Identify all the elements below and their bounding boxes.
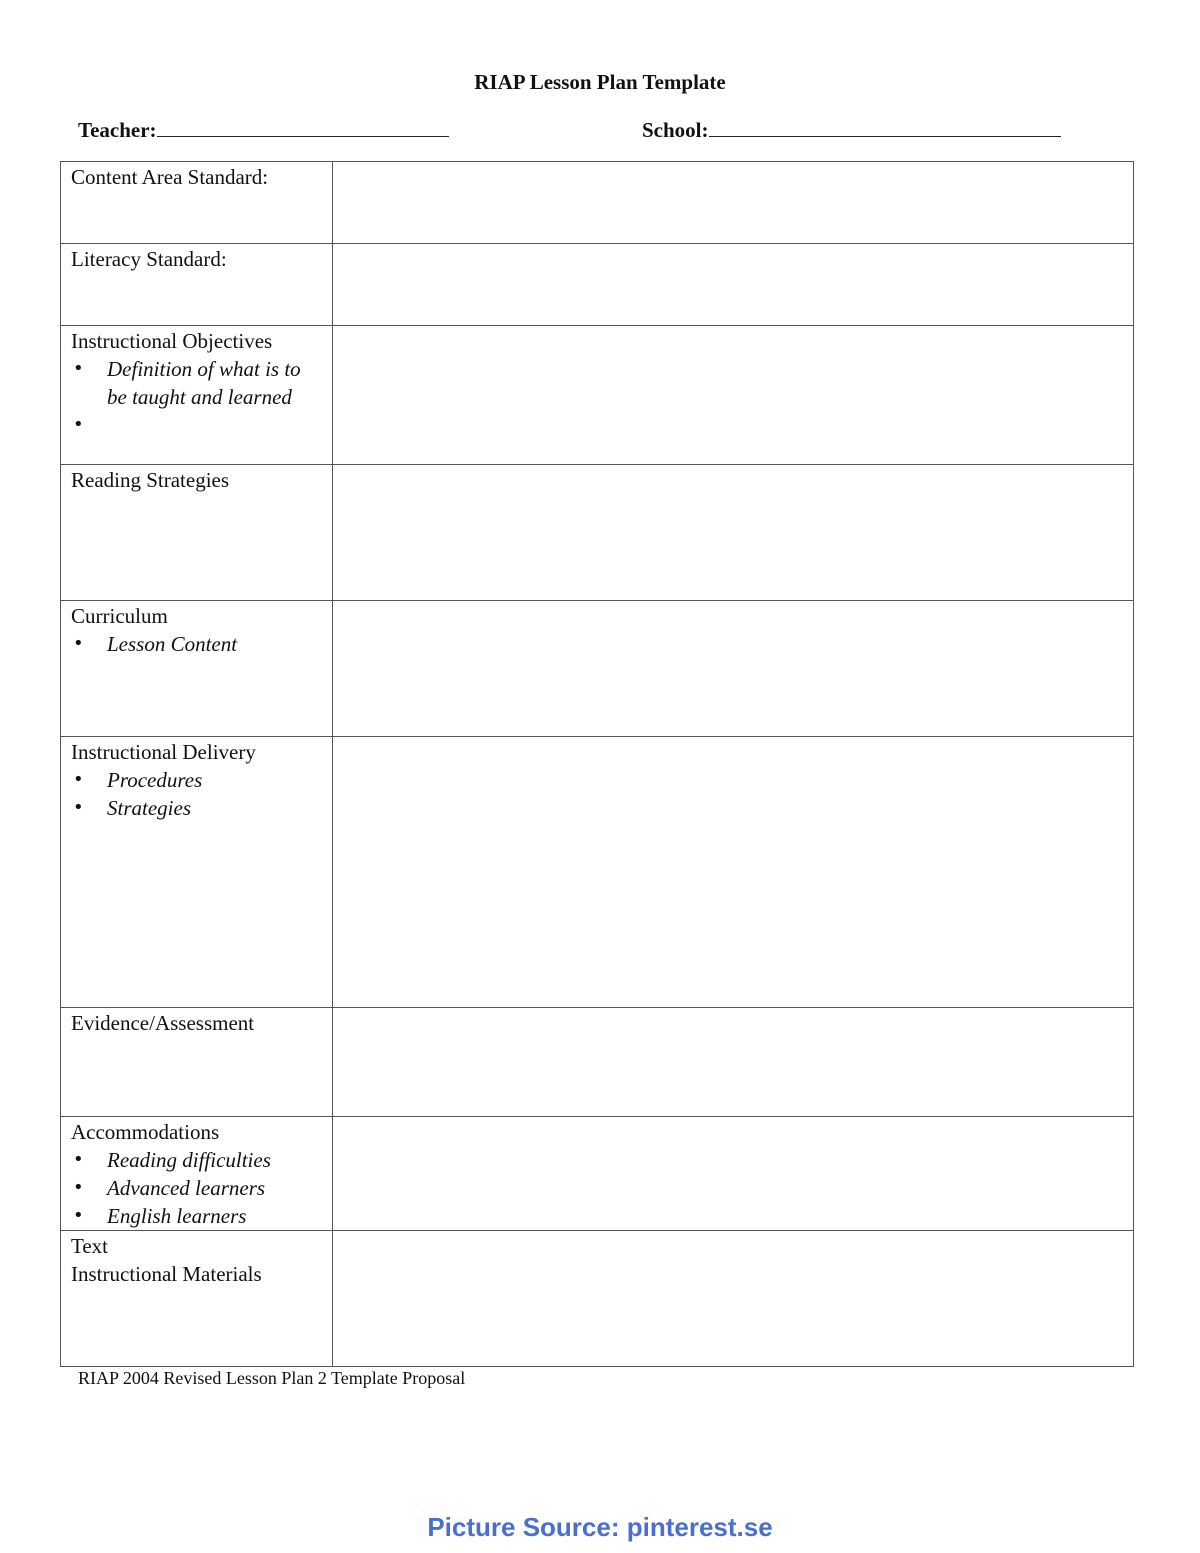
- row-label: Literacy Standard:: [71, 247, 227, 271]
- row-label: Curriculum: [71, 604, 168, 628]
- row-instructional-delivery: [61, 737, 1134, 1008]
- bullet-item: • English learners: [71, 1202, 324, 1230]
- answer-cell: [333, 737, 1134, 1008]
- label-cell: [61, 162, 333, 244]
- answer-cell: [333, 1117, 1134, 1231]
- teacher-field: [78, 116, 449, 143]
- bullet-item: • Definition of what is to be taught and learned: [71, 355, 324, 411]
- row-evidence-assessment: [61, 1008, 1134, 1117]
- label-cell: [61, 1008, 333, 1117]
- label-cell: [61, 1231, 333, 1367]
- bullet-item: • Reading difficulties: [71, 1146, 324, 1174]
- row-literacy-standard: [61, 244, 1134, 326]
- row-reading-strategies: [61, 465, 1134, 601]
- answer-cell: [333, 1231, 1134, 1367]
- bullet-list: [71, 766, 324, 822]
- row-curriculum: [61, 601, 1134, 737]
- picture-source-caption[interactable]: Picture Source: pinterest.se: [427, 1512, 773, 1542]
- row-content-area-standard: [61, 162, 1134, 244]
- answer-cell: [333, 1008, 1134, 1117]
- answer-cell: [333, 244, 1134, 326]
- answer-cell: [333, 465, 1134, 601]
- row-label: Accommodations: [71, 1120, 220, 1144]
- row-label: Content Area Standard:: [71, 165, 269, 189]
- footer-note: RIAP 2004 Revised Lesson Plan 2 Template Proposal: [78, 1368, 466, 1388]
- label-cell: [61, 737, 333, 1008]
- row-accommodations: [61, 1117, 1134, 1231]
- school-blank-line: [709, 116, 1061, 137]
- bullet-list: [71, 1146, 324, 1230]
- label-cell: [61, 326, 333, 465]
- row-text-instructional-materials: [61, 1231, 1134, 1367]
- teacher-blank-line: [157, 116, 449, 137]
- row-label: Reading Strategies: [71, 468, 230, 492]
- label-cell: [61, 244, 333, 326]
- bullet-item: • Advanced learners: [71, 1174, 324, 1202]
- bullet-item: • Lesson Content: [71, 630, 324, 658]
- row-label: Evidence/Assessment: [71, 1011, 255, 1035]
- lesson-plan-table: [60, 161, 1134, 1367]
- row-instructional-objectives: [61, 326, 1134, 465]
- bullet-list: [71, 355, 324, 439]
- label-cell: [61, 465, 333, 601]
- document-title: RIAP Lesson Plan Template: [474, 70, 726, 94]
- bullet-list: [71, 630, 324, 658]
- row-label: Instructional Objectives: [71, 329, 273, 353]
- bullet-item: • Procedures: [71, 766, 324, 794]
- bullet-item: • Strategies: [71, 794, 324, 822]
- bullet-item-empty: [71, 411, 324, 439]
- label-cell: [61, 601, 333, 737]
- row-label: Instructional Delivery: [71, 740, 256, 764]
- answer-cell: [333, 601, 1134, 737]
- answer-cell: [333, 326, 1134, 465]
- school-field: [642, 116, 1061, 143]
- label-cell: [61, 1117, 333, 1231]
- answer-cell: [333, 162, 1134, 244]
- teacher-label: Teacher:: [78, 118, 157, 142]
- row-label-2: Instructional Materials: [71, 1262, 262, 1286]
- row-label: Text: [71, 1234, 109, 1258]
- school-label: School:: [642, 118, 709, 142]
